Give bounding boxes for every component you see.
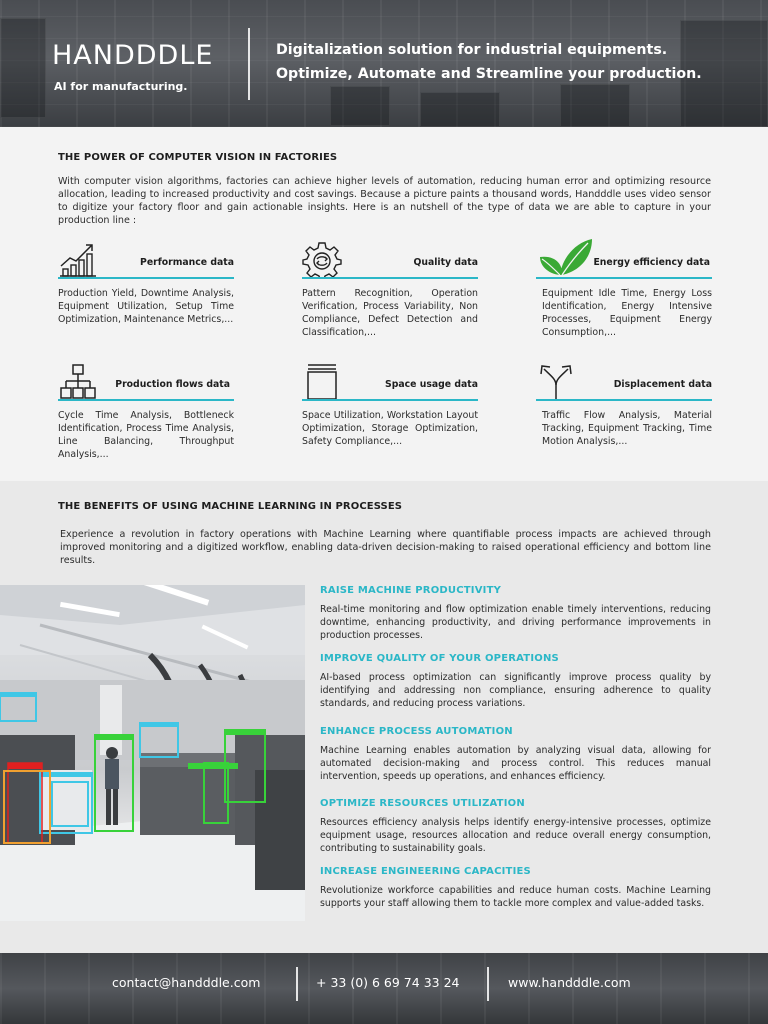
box-icon (302, 363, 344, 403)
card-title: Performance data (140, 257, 234, 268)
brand-subtitle: AI for manufacturing. (54, 80, 188, 93)
card-text: Pattern Recognition, Operation Verification, Process Variability, Non Compliance, Defect Detection and Classification,... (302, 288, 478, 338)
benefit-item (320, 653, 711, 710)
gear-icon (302, 241, 344, 281)
benefit-text: Machine Learning enables automation by analyzing visual data, allowing for automated decision-making and process control. This reduces manual intervention, speeds up operations, and enhances efficiency. (320, 745, 711, 782)
brand-logo: HANDDDLE (52, 40, 214, 71)
section-intro: With computer vision algorithms, factories can achieve higher levels of automation, reducing human error and optimizing resource allocation, leading to increased productivity and cost savings. Because a picture paints a thousand words, Handddle uses video sensor to digitize your factory floor and gain actionable insights. Here is an nutshell of the type of data we are able to capture in your production line : (58, 176, 711, 226)
split-arrow-icon (536, 363, 578, 403)
benefit-text: Real-time monitoring and flow optimization enable timely interventions, reducing downtime, enhancing productivity, and driving performance improvements in production processes. (320, 604, 711, 641)
card-text: Equipment Idle Time, Energy Loss Identification, Energy Intensive Processes, Equipment Energy Consumption,... (542, 288, 712, 338)
factory-background (330, 86, 390, 126)
footer-divider (487, 967, 489, 1001)
tagline-line-2: Optimize, Automate and Streamline your production. (276, 66, 702, 82)
card-title: Space usage data (385, 379, 478, 390)
factory-background (420, 92, 500, 127)
header-divider (248, 28, 250, 100)
factory-background (560, 84, 630, 127)
section-title: THE POWER OF COMPUTER VISION IN FACTORIES (58, 152, 338, 163)
benefit-item (320, 726, 711, 783)
computer-vision-section (0, 127, 768, 481)
card-underline (58, 399, 234, 401)
card-title: Quality data (413, 257, 478, 268)
card-title: Displacement data (613, 379, 712, 390)
contact-email-link[interactable]: contact@handddle.com (112, 975, 261, 990)
card-title: Energy efficiency data (593, 257, 710, 268)
benefit-text: Revolutionize workforce capabilities and reduce human costs. Machine Learning supports your staff allowing them to tackle more complex and value-added tasks. (320, 885, 711, 909)
footer-contact-bar (0, 953, 768, 1024)
card-text: Production Yield, Downtime Analysis, Equipment Utilization, Setup Time Optimization, Maintenance Metrics,... (58, 288, 234, 325)
benefit-item (320, 798, 711, 855)
card-underline (536, 399, 712, 401)
card-underline (536, 277, 712, 279)
bar-chart-icon (58, 241, 100, 281)
card-underline (302, 277, 478, 279)
factory-detection-photo (0, 585, 305, 921)
leaf-icon (536, 235, 594, 275)
factory-background (0, 18, 46, 118)
tagline-line-1: Digitalization solution for industrial equipments. (276, 42, 668, 58)
benefit-item (320, 585, 711, 642)
tagline (276, 38, 702, 86)
section-title: THE BENEFITS OF USING MACHINE LEARNING IN PROCESSES (58, 501, 403, 512)
card-title: Production flows data (115, 379, 230, 390)
card-text: Cycle Time Analysis, Bottleneck Identification, Process Time Analysis, Line Balancing, Throughput Analysis,... (58, 410, 234, 460)
benefit-text: AI-based process optimization can significantly improve process quality by identifying and addressing non compliance, ensuring adherence to quality standards, and reducing process variations. (320, 672, 711, 709)
benefit-title: RAISE MACHINE PRODUCTIVITY (320, 585, 502, 596)
benefit-title: ENHANCE PROCESS AUTOMATION (320, 726, 513, 737)
benefit-text: Resources efficiency analysis helps identify energy-intensive processes, optimize equipment usage, resources allocation and reduce overall energy consumption, contributing to sustainability goals. (320, 817, 711, 854)
benefit-title: OPTIMIZE RESOURCES UTILIZATION (320, 798, 525, 809)
card-underline (302, 399, 478, 401)
card-text: Space Utilization, Workstation Layout Optimization, Storage Optimization, Safety Compliance,... (302, 410, 478, 447)
benefit-title: INCREASE ENGINEERING CAPACITIES (320, 866, 531, 877)
contact-phone-link[interactable]: + 33 (0) 6 69 74 33 24 (316, 975, 460, 990)
header-banner (0, 0, 768, 127)
flowchart-icon (58, 363, 100, 403)
machine-learning-section (0, 481, 768, 953)
website-link[interactable]: www.handddle.com (508, 975, 631, 990)
benefit-item (320, 866, 711, 910)
benefit-title: IMPROVE QUALITY OF YOUR OPERATIONS (320, 653, 559, 664)
card-underline (58, 277, 234, 279)
card-text: Traffic Flow Analysis, Material Tracking, Equipment Tracking, Time Motion Analysis,... (542, 410, 712, 447)
footer-divider (296, 967, 298, 1001)
section-intro: Experience a revolution in factory operations with Machine Learning where quantifiable process impacts are achieved through improved monitoring and a digitized workflow, enabling data-driven decision-making to raised operational efficiency and bottom line results. (60, 529, 711, 566)
